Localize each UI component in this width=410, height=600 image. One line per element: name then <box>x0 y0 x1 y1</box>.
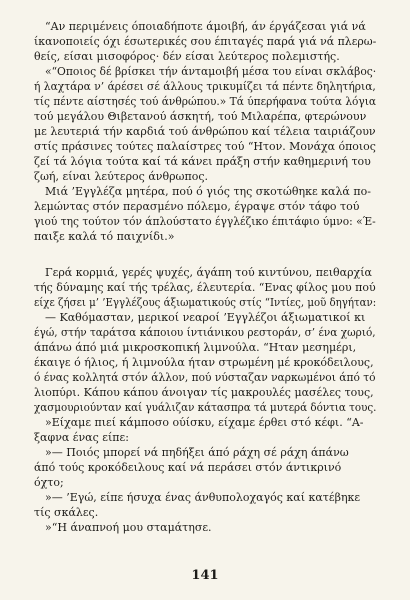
text-line: — Καθόμασταν, μερικοί νεαροί ’Εγγλέζοι άξιωματικοί κι <box>45 311 366 324</box>
text-line: χασμουριούνταν καί γυάλιζαν κάτασπρα τά μυτερά δόντια τους. <box>34 401 377 414</box>
text-line: ζωή, είναι λεύτερος άνθρωπος. <box>34 170 209 183</box>
text-line: είχε ζήσει μ’ ’Εγγλέζους άξιωματικούς στίς “Ιντίες, μοῦ δηγήταν: <box>34 296 377 309</box>
text-line: στίς πράσινες τούτες παλαίστρες τού “Ητον. Μονάχα όποιος <box>34 140 376 153</box>
text-line: »Είχαμε πιεί κάμποσο ούίσκυ, είχαμε έρθει στό κέφι. “Α- <box>45 416 364 429</box>
text-line: ή λαχτάρα ν’ άρέσει σέ άλλους τρικυμίζει τά πέντε δηλητήρια, <box>34 80 376 93</box>
text-line: ξαφνα ένας είπε: <box>34 431 129 444</box>
text-line: «“Οποιος δέ βρίσκει τήν άνταμοιβή μέσα του είναι σκλάβος· <box>45 65 377 78</box>
text-line: ό ένας κολλητά στόν άλλον, πού νύσταζαν ναρκωμένοι άπό τό <box>34 371 376 384</box>
text-line: τίς σκάλες. <box>34 506 99 519</box>
text-line: άπό τούς κροκόδειλους καί νά περάσει στόν άντικρινό <box>34 461 342 474</box>
text-line: Μιά ’Εγγλέζα μητέρα, πού ό γιός της σκοτώθηκε καλά πο- <box>45 185 371 198</box>
text-line: τίς πέντε αίστησές τού άνθρώπου.» Τά ύπερήφανα τούτα λόγια <box>34 95 377 108</box>
text-line: με λευτεριά τήν καρδιά τού άνθρώπου καί τέλεια ταιριάζουν <box>34 125 376 138</box>
text-line: γιού της τούτον τόν άπλούστατο έγγλέζικο έπιτάφιο ύμνο: «Έ- <box>34 215 376 228</box>
text-line: όχτο; <box>34 476 64 489</box>
text-line: »— ’Εγώ, είπε ήσυχα ένας άνθυπολοχαγός καί κατέβηκε <box>45 491 361 504</box>
text-line: ίκανοποιείς όχι έσωτερικές σου έπιταγές παρά γιά νά πλερω- <box>34 35 377 48</box>
text-line: τού μεγάλου Θιβετανού άσκητή, τού Μιλαρέπα, φτερώνουν <box>34 110 367 123</box>
text-line: θείς, είσαι μισοφόρος· δέν είσαι λεύτερος πολεμιστής. <box>34 50 340 63</box>
page-number: 141 <box>191 568 219 583</box>
text-line: άπάνω άπό μιά μικροσκοπική λιμνούλα. “Ηταν μεσημέρι, <box>34 341 357 354</box>
text-line: “Αν περιμένεις όποιαδήποτε άμοιβή, άν έργάζεσαι γιά νά <box>45 20 366 33</box>
text-line: έγώ, στήν ταράτσα κάποιου ίντιάνικου ρεστοράν, σ’ ένα χωριό, <box>34 326 376 339</box>
text-line: τής δύναμης καί τής τρέλας, έλευτερία. “Ενας φίλος μου πού <box>34 281 376 294</box>
text-line: ζεί τά λόγια τούτα καί τά κάνει πράξη στήν καθημερινή του <box>34 155 371 168</box>
text-line: λιοπύρι. Κάπου κάπου άνοιγαν τίς μακρουλές μασέλες τους, <box>34 386 374 399</box>
text-line: »“Η άναπνοή μου σταμάτησε. <box>45 521 212 534</box>
text-line: »— Ποιός μπορεί νά πηδήξει άπό ράχη σέ ράχη άπάνω <box>45 446 349 459</box>
text-line: Γερά κορμιά, γερές ψυχές, άγάπη τού κιντύνου, πειθαρχία <box>45 266 372 279</box>
text-line: λεμώντας στόν περασμένο πόλεμο, έγραψε στόν τάφο τού <box>34 200 360 213</box>
text-line: έκαιγε ό ήλιος, ή λιμνούλα ήταν στρωμένη μέ κροκόδειλους, <box>34 356 374 369</box>
text-line: παιξε καλά τό παιχνίδι.» <box>34 230 175 243</box>
